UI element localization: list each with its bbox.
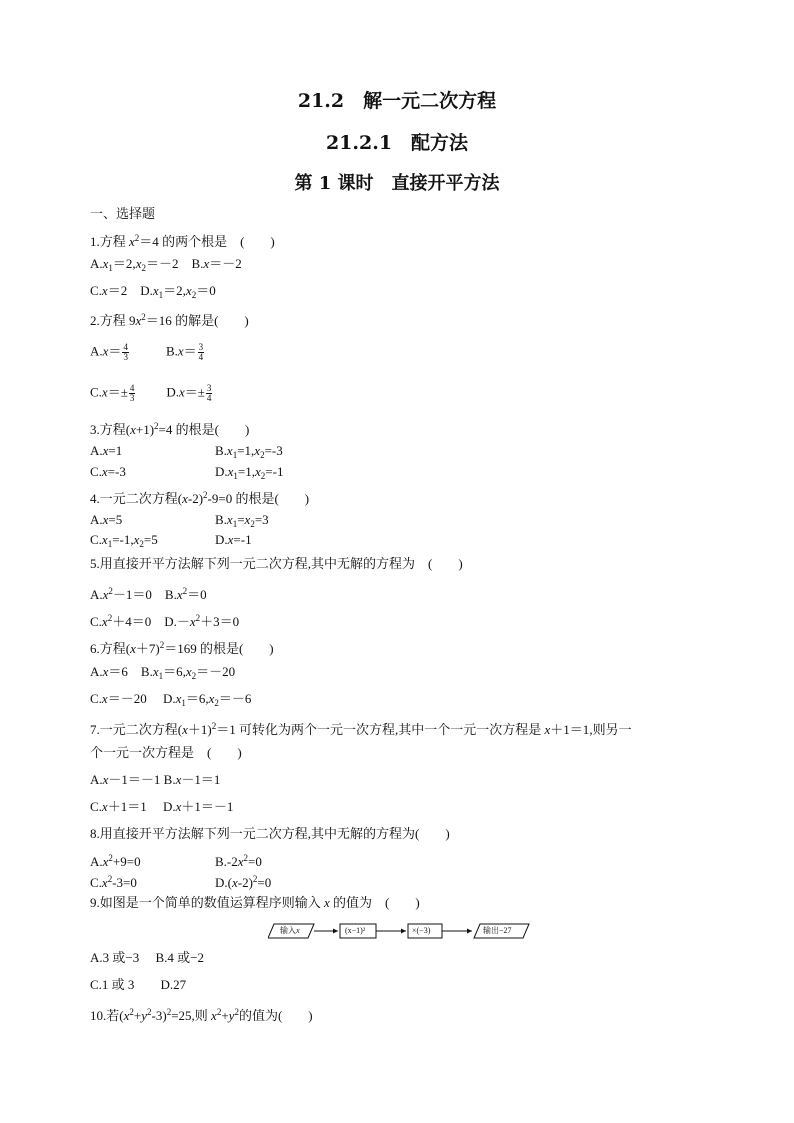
question-2: 2.方程 $9x^2=16$ 的解是( ) bbox=[90, 312, 249, 328]
question-4: 4.一元二次方程$(x-2)^2-9=0$ 的根是( ) bbox=[90, 490, 310, 506]
question-3-option-d: $D.x_1=1,x_2=-1$ bbox=[215, 464, 284, 481]
question-3-option-c: C.x=-3 bbox=[90, 464, 126, 479]
question-4-option-b: $B.x_1=x_2=3$ bbox=[215, 512, 269, 529]
question-8-option-a: $A.x^2+9=0$ bbox=[90, 853, 141, 869]
section-title: 21.2 解一元二次方程 bbox=[297, 90, 497, 112]
question-10: 10.若$(x^2+y^2-3)^2=25$,则 $x^2+y^2$的值为( ) bbox=[90, 1007, 313, 1023]
question-6-options-cd: C.x＝－20 $D.x_1=6,x_2=-6$ bbox=[90, 691, 252, 708]
question-8-option-b: $B.-2x^2=0$ bbox=[215, 853, 262, 869]
question-4-option-d: D.x=-1 bbox=[215, 532, 252, 547]
fraction: $\frac{4}{3}$ bbox=[129, 383, 135, 403]
arrow-head bbox=[401, 929, 406, 934]
lesson-title: 第 1 课时 直接开平方法 bbox=[294, 173, 500, 194]
question-8: 8.用直接开平方法解下列一元二次方程,其中无解的方程为( ) bbox=[90, 826, 450, 841]
question-5-options-ab: $A.x^2-1=0$ $B.x^2=0$ bbox=[90, 586, 207, 602]
arrow-head bbox=[333, 929, 338, 934]
fraction: $\frac{4}{3}$ bbox=[123, 342, 128, 362]
flow-square-label: (x−1)² bbox=[345, 926, 366, 935]
question-6: 6.方程$(x+7)^2=169$ 的根是( ) bbox=[90, 640, 274, 656]
question-8-option-c: $C.x^2-3=0$ bbox=[90, 874, 137, 890]
question-4-option-a: A.x=5 bbox=[90, 512, 123, 527]
question-5: 5.用直接开平方法解下列一元二次方程,其中无解的方程为 ( ) bbox=[90, 556, 463, 571]
fraction: $\frac{3}{4}$ bbox=[198, 342, 204, 362]
question-1: 1.方程 $x^2=4$ 的两个根是 ( ) bbox=[90, 233, 275, 249]
question-7-line-2: 个一元一次方程是 ( ) bbox=[90, 745, 242, 760]
question-2-options-cd: C.x＝± $\frac{4}{3}$ D.x＝± $\frac{3}{4}$ bbox=[90, 383, 212, 403]
question-2-options-ab: A.x＝ $\frac{4}{3}$ B.x＝ $\frac{3}{4}$ bbox=[90, 342, 204, 362]
question-8-option-d: $D.(x-2)^2=0$ bbox=[215, 874, 272, 890]
question-7-line-1: 7.一元二次方程$(x+1)^2=1$ 可转化为两个一元一次方程,其中一个一元一次方程是 x＋1＝1,则另一 bbox=[90, 721, 632, 737]
question-9-options-cd: C.1 或 3 D.27 bbox=[90, 977, 187, 992]
question-5-options-cd: $C.x^2+4=0$ $D.-x^2+3=0$ bbox=[90, 613, 240, 629]
arrow-head bbox=[467, 929, 472, 934]
flowchart bbox=[268, 923, 530, 939]
question-6-options-ab: A.x＝6 $B.x_1=6,x_2=-20$ bbox=[90, 664, 236, 681]
question-3-option-b: $B.x_1=1,x_2=-3$ bbox=[215, 443, 283, 460]
question-1-options-cd: C.x＝2 $D.x_1=2,x_2=0$ bbox=[90, 283, 216, 300]
flow-input-label: 输入x bbox=[280, 926, 300, 935]
question-1-options-ab: $A.x_1=2,x_2=-2$ B.x＝－2 bbox=[90, 256, 242, 273]
flow-multiply-label: ×(−3) bbox=[412, 926, 431, 935]
question-9: 9.如图是一个简单的数值运算程序则输入 x 的值为 ( ) bbox=[90, 895, 420, 910]
subsection-title: 21.2.1 配方法 bbox=[325, 132, 469, 154]
question-3-option-a: A.x=1 bbox=[90, 443, 123, 458]
question-7-options-cd: C.x＋1＝1 D.x＋1＝－1 bbox=[90, 799, 234, 814]
fraction: $\frac{3}{4}$ bbox=[206, 383, 212, 403]
question-7-options-ab: A.x－1＝－1 B.x－1＝1 bbox=[90, 772, 221, 787]
question-3: 3.方程$(x+1)^2=4$ 的根是( ) bbox=[90, 421, 250, 437]
section-heading: 一、选择题 bbox=[90, 206, 156, 221]
question-9-options-ab: A.3 或−3 B.4 或−2 bbox=[90, 950, 205, 965]
question-4-option-c: $C.x_1=-1,x_2=5$ bbox=[90, 532, 158, 549]
flow-output-label: 输出−27 bbox=[483, 926, 512, 935]
